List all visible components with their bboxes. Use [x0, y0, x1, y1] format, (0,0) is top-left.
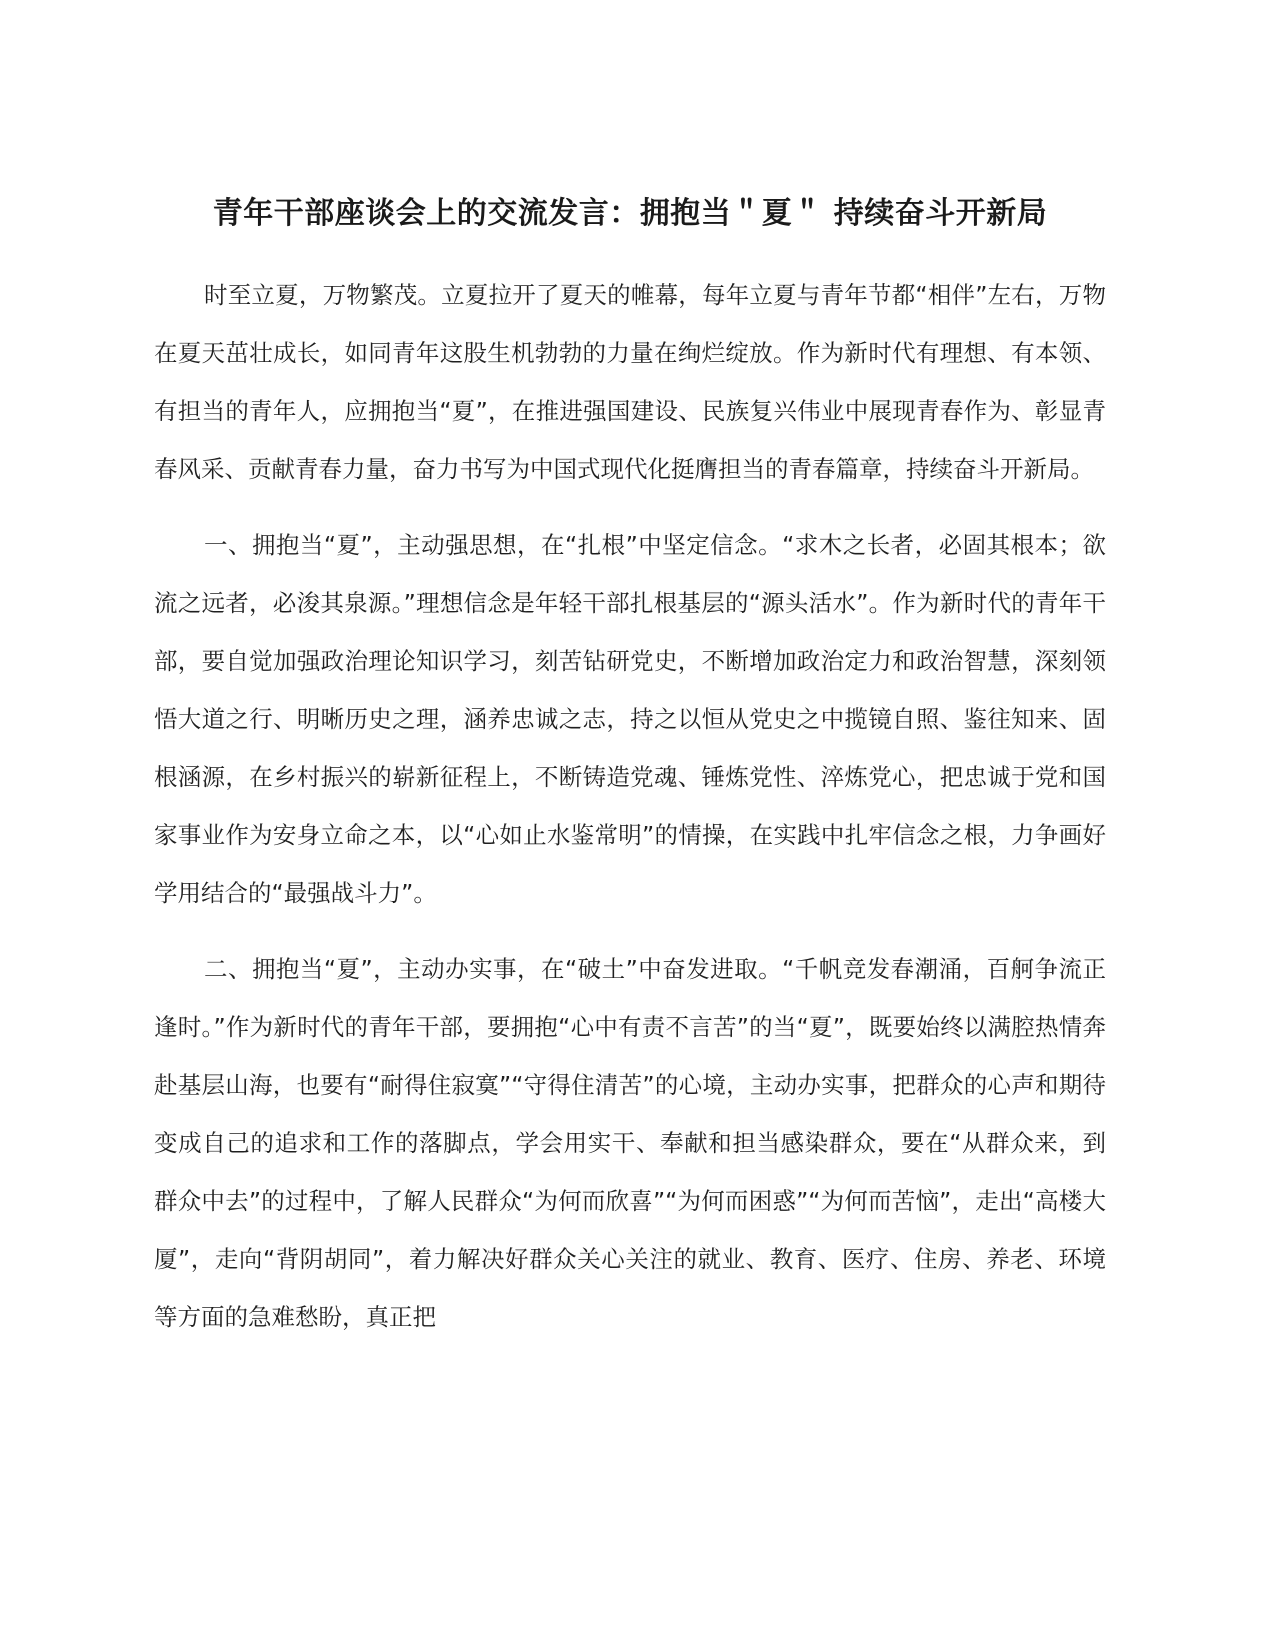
paragraph-section-one: 一、拥抱当“夏”，主动强思想，在“扎根”中坚定信念。“求木之长者，必固其根本；欲流之远者，必浚其泉源。”理想信念是年轻干部扎根基层的“源头活水”。作为新时代的青年干部，要自觉加强政治理论知识学习，刻苦钻研党史，不断增加政治定力和政治智慧，深刻领悟大道之行、明晰历史之理，涵养忠诚之志，持之以恒从党史之中揽镜自照、鉴往知来、固根涵源，在乡村振兴的崭新征程上，不断铸造党魂、锤炼党性、淬炼党心，把忠诚于党和国家事业作为安身立命之本，以“心如止水鉴常明”的情操，在实践中扎牢信念之根，力争画好学用结合的“最强战斗力”。	[154, 531, 1106, 907]
paragraph-section-two: 二、拥抱当“夏”，主动办实事，在“破土”中奋发进取。“千帆竞发春潮涌，百舸争流正逢时。”作为新时代的青年干部，要拥抱“心中有责不言苦”的当“夏”，既要始终以满腔热情奔赴基层山海，也要有“耐得住寂寞”“守得住清苦”的心境，主动办实事，把群众的心声和期待变成自己的追求和工作的落脚点，学会用实干、奉献和担当感染群众，要在“从群众来，到群众中去”的过程中，了解人民群众“为何而欣喜”“为何而困惑”“为何而苦恼”，走出“高楼大厦”，走向“背阴胡同”，着力解决好群众关心关注的就业、教育、医疗、住房、养老、环境等方面的急难愁盼，真正把	[154, 955, 1106, 1331]
document-title: 青年干部座谈会上的交流发言：拥抱当＂夏＂ 持续奋斗开新局	[212, 196, 1048, 231]
paragraph-intro: 时至立夏，万物繁茂。立夏拉开了夏天的帷幕，每年立夏与青年节都“相伴”左右，万物在夏天茁壮成长，如同青年这股生机勃勃的力量在绚烂绽放。作为新时代有理想、有本领、有担当的青年人，应拥抱当“夏”，在推进强国建设、民族复兴伟业中展现青春作为、彰显青春风采、贡献青春力量，奋力书写为中国式现代化挺膺担当的青春篇章，持续奋斗开新局。	[154, 281, 1106, 483]
document-page	[154, 184, 1106, 1364]
